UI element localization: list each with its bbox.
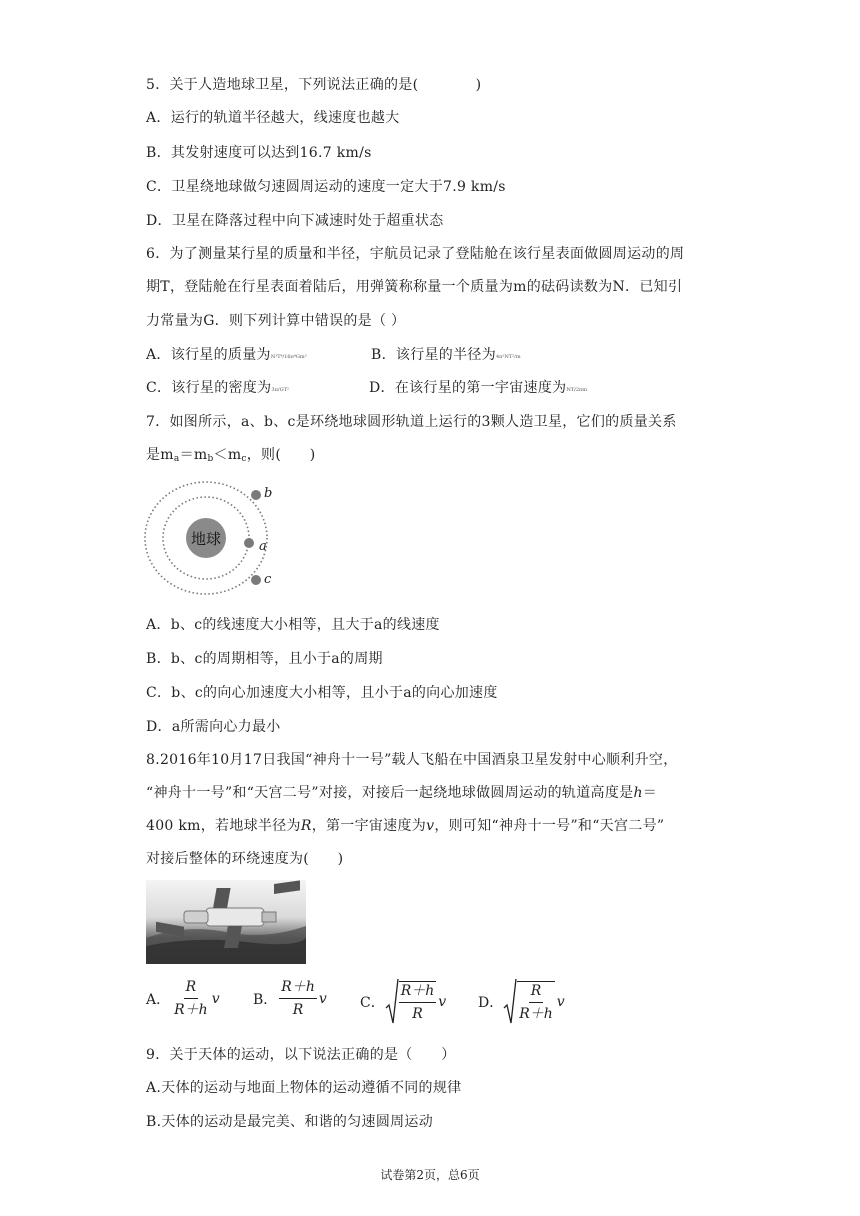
q8-option-d: D． $\frac{R}{R+h}$ v (478, 978, 565, 1026)
q6-d-formula-image: NT/2πm (566, 387, 588, 393)
q6-option-a: A．该行星的质量为N³T⁴/16π⁴Gm³ (146, 347, 307, 363)
q6-line3: 力常量为G．则下列计算中错误的是（ ） (146, 313, 406, 329)
sqrt-icon (503, 978, 517, 1026)
label-a: a (259, 539, 267, 554)
q9-stem: 9．关于天体的运动，以下说法正确的是（ ） (146, 1047, 456, 1063)
q6-option-b: B．该行星的半径为4π²NT²/m (371, 347, 521, 363)
q6-a-formula-image: N³T⁴/16π⁴Gm³ (270, 354, 307, 360)
q6-line2: 期T，登陆舱在行星表面着陆后，用弹簧称称量一个质量为m的砝码读数为N．已知引 (146, 279, 683, 295)
q5-option-d: D．卫星在降落过程中向下减速时处于超重状态 (146, 213, 444, 229)
label-b: b (264, 486, 273, 501)
q6-b-formula-image: 4π²NT²/m (496, 354, 521, 360)
q6-line1: 6．为了测量某行星的质量和半径，宇航员记录了登陆舱在该行星表面做圆周运动的周 (146, 246, 685, 262)
q6-c-formula-image: 3π/GT² (271, 387, 289, 393)
q9-option-b: B.天体的运动是最完美、和谐的匀速圆周运动 (146, 1114, 434, 1130)
q7-line1: 7．如图所示，a、b、c是环绕地球圆形轨道上运行的3颗人造卫星，它们的质量关系 (146, 414, 677, 430)
q8-line2: “神舟十一号”和“天宫二号”对接，对接后一起绕地球做圆周运动的轨道高度是h＝ (146, 785, 658, 801)
q5-option-b: B．其发射速度可以达到16.7 km/s (146, 145, 372, 161)
spacecraft-icon (146, 880, 306, 964)
q8-c-sqrt: $\frac{R+h}{R}$ (385, 978, 439, 1026)
q7-line2: 是$m_a=m_b<m_c$，则( ) (146, 447, 316, 464)
q8-option-a: A． $\frac{R}{R+h}$ v (146, 979, 220, 1018)
q7-option-b: B．b、c的周期相等，且小于a的周期 (146, 651, 383, 667)
q7-option-d: D．a所需向心力最小 (146, 719, 281, 735)
orbit-diagram (140, 476, 285, 601)
spacecraft-photo (146, 880, 306, 964)
q8-line1: 8.2016年10月17日我国“神舟十一号”载人飞船在中国酒泉卫星发射中心顺利升空， (146, 752, 678, 768)
sqrt-icon (385, 978, 399, 1026)
q8-a-fraction: $\frac{R}{R+h}$ (174, 979, 208, 1018)
q5-stem: 5．关于人造地球卫星，下列说法正确的是( ) (146, 77, 482, 93)
earth-label: 地球 (190, 530, 222, 548)
q8-b-fraction: $\frac{R+h}{R}$ (281, 979, 315, 1018)
q6-option-d: D．在该行星的第一宇宙速度为NT/2πm (369, 380, 588, 396)
q5-option-c: C．卫星绕地球做匀速圆周运动的速度一定大于7.9 km/s (146, 179, 506, 195)
satellite-c (251, 575, 261, 585)
q7-option-c: C．b、c的向心加速度大小相等，且小于a的向心加速度 (146, 685, 498, 701)
q8-line3: 400 km，若地球半径为R，第一宇宙速度为v，则可知“神舟十一号”和“天宫二号” (146, 818, 665, 834)
satellite-b (251, 490, 261, 500)
satellite-a (244, 538, 254, 548)
q9-option-a: A.天体的运动与地面上物体的运动遵循不同的规律 (146, 1080, 462, 1096)
q8-d-sqrt: $\frac{R}{R+h}$ (503, 978, 557, 1026)
q7-option-a: A．b、c的线速度大小相等，且大于a的线速度 (146, 617, 440, 633)
q6-option-c: C．该行星的密度为3π/GT² (146, 380, 289, 396)
q5-option-a: A．运行的轨道半径越大，线速度也越大 (146, 110, 400, 126)
page-footer: 试卷第2页，总6页 (380, 1168, 480, 1182)
label-c: c (264, 572, 272, 587)
q8-option-c: C． $\frac{R+h}{R}$ v (360, 978, 446, 1026)
q8-option-b: B． $\frac{R+h}{R}$ v (253, 979, 327, 1018)
q8-line4: 对接后整体的环绕速度为( ) (146, 851, 344, 867)
